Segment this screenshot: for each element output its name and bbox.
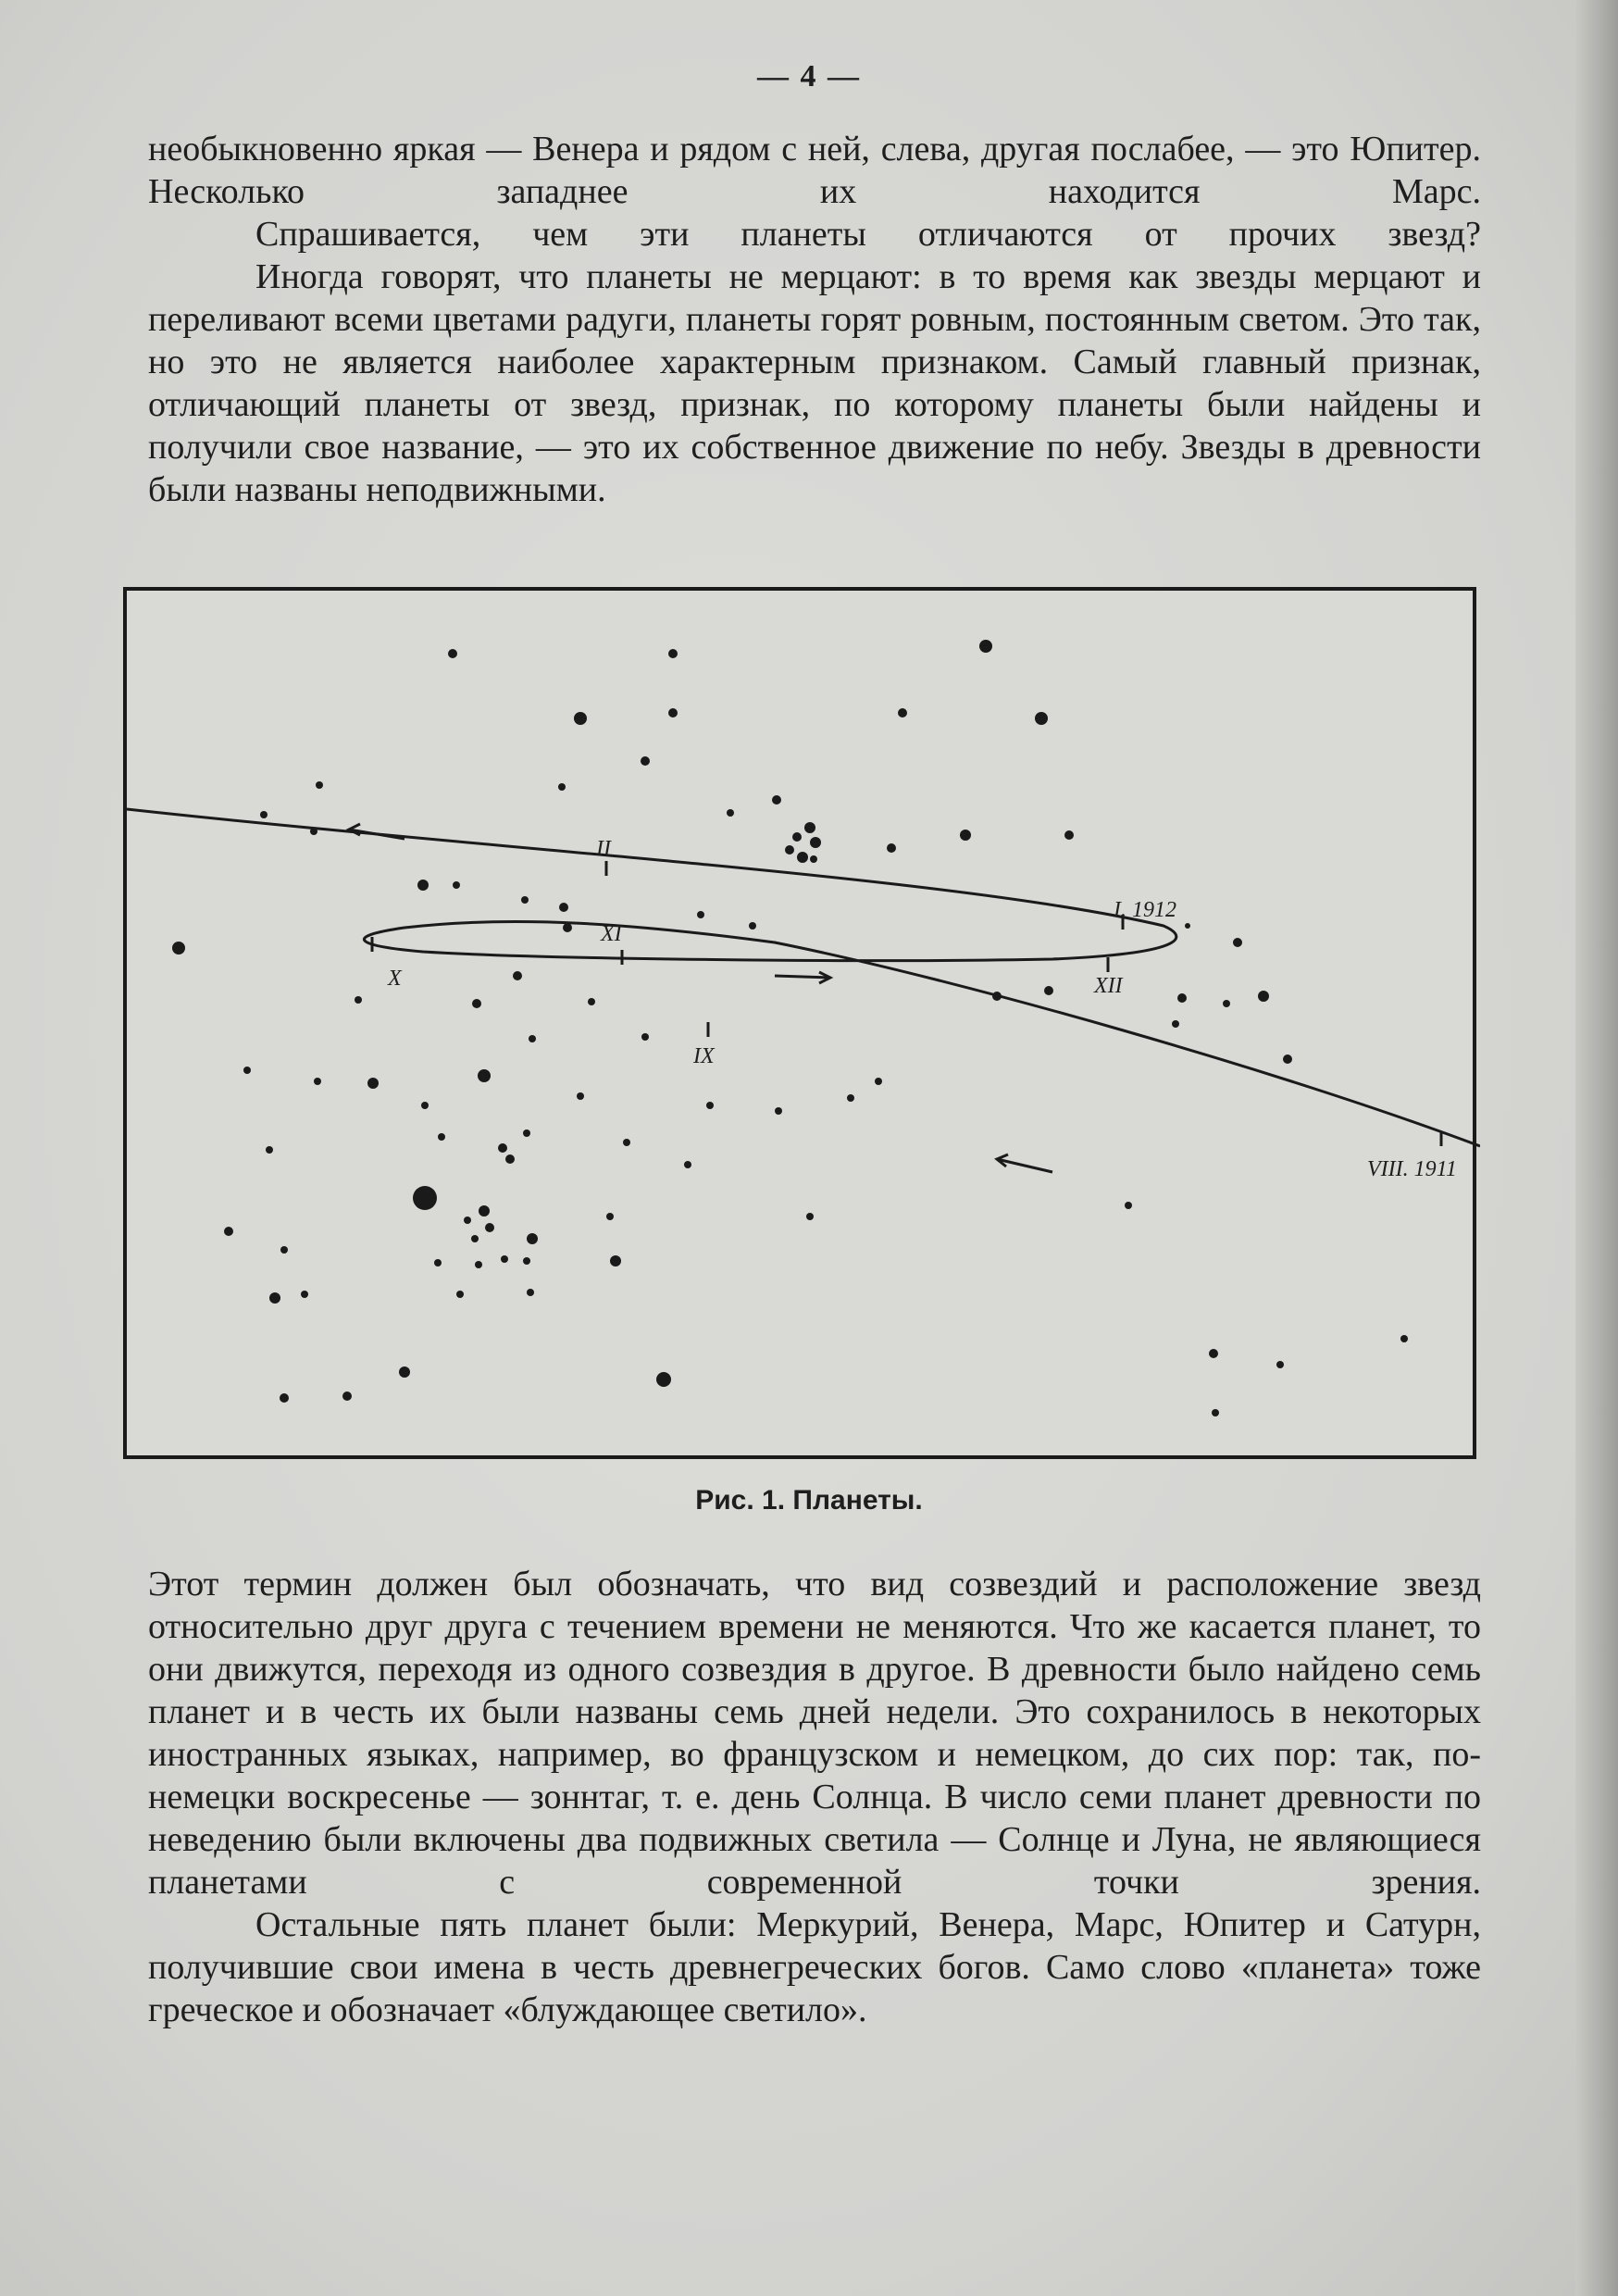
star [785, 845, 794, 855]
bright-star [656, 1372, 671, 1387]
label-xii: XII [1094, 974, 1123, 998]
star [501, 1255, 508, 1263]
star [1276, 1361, 1284, 1368]
label-jan-1912: I. 1912 [1114, 898, 1176, 922]
star [898, 708, 907, 718]
star [1064, 830, 1074, 840]
star [421, 1102, 429, 1109]
star [471, 1235, 479, 1242]
star [668, 708, 678, 718]
star [417, 880, 429, 891]
star [172, 942, 185, 955]
star [706, 1102, 714, 1109]
star [1212, 1409, 1219, 1416]
star [316, 781, 323, 789]
star [887, 843, 896, 853]
star [610, 1255, 621, 1267]
star [485, 1223, 494, 1232]
star [792, 832, 802, 842]
star [1283, 1054, 1292, 1064]
position-ticks [372, 861, 1441, 1146]
star [1400, 1335, 1408, 1342]
star [1209, 1349, 1218, 1358]
star [992, 992, 1002, 1001]
star [749, 922, 756, 930]
star [577, 1092, 584, 1100]
star [806, 1213, 814, 1220]
label-aug-1911: VIII. 1911 [1367, 1157, 1457, 1181]
star [1258, 991, 1269, 1002]
star-field [172, 640, 1408, 1416]
star [434, 1259, 442, 1267]
page-number: — 4 — [757, 59, 861, 94]
bright-star [413, 1186, 437, 1210]
star [875, 1078, 882, 1085]
planet-motion-figure [123, 587, 1476, 1459]
paragraph: Спрашивается, чем эти планеты отличаются от прочих звезд? [255, 215, 1481, 254]
star [979, 640, 992, 653]
star [641, 1033, 649, 1041]
star [1172, 1020, 1179, 1028]
star [641, 756, 650, 766]
star [810, 837, 821, 848]
text-block-top [148, 128, 1481, 511]
star [243, 1067, 251, 1074]
star [697, 911, 704, 918]
star [574, 712, 587, 725]
label-ii: II [596, 837, 611, 861]
label-x: X [388, 967, 402, 991]
star [342, 1391, 352, 1401]
star [684, 1161, 691, 1168]
star [1044, 986, 1053, 995]
label-xi: XI [601, 922, 622, 946]
star [623, 1139, 630, 1146]
direction-arrow-left [349, 824, 404, 839]
star [521, 896, 529, 904]
star [399, 1366, 410, 1378]
star [810, 855, 817, 863]
star [563, 923, 572, 932]
star [448, 649, 457, 658]
figure-caption: Рис. 1. Планеты. [695, 1485, 923, 1516]
star [1233, 938, 1242, 947]
direction-arrow-right [775, 972, 830, 983]
paragraph: Этот термин должен был обозначать, что вид созвездий и расположение звезд относительно друг друга с течением времени не меняются. Что же касается планет, то они движутся, переходя из одного созвездия в другое. В древности было найдено семь планет и в честь их были названы семь дней недели. Это сохранилось в некоторых иностранных языках, например, во французском и немецком, до сих пор: так, по-немецки воскресенье — зоннтаг, т. е. день Солнца. В число семи планет древности по неведению были включены два подвижных светила — Солнце и Луна, не являющиеся планетами с современной точки зрения. [148, 1565, 1481, 1902]
paragraph: необыкновенно яркая — Венера и рядом с ней, слева, другая послабее, — это Юпитер. Несколько западнее их находится Марс. [148, 130, 1481, 211]
label-ix: IX [693, 1044, 715, 1068]
star [960, 830, 971, 841]
star [224, 1227, 233, 1236]
star [1177, 993, 1187, 1003]
star [1223, 1000, 1230, 1007]
star [775, 1107, 782, 1115]
star [804, 822, 815, 833]
star [453, 881, 460, 889]
star [456, 1291, 464, 1298]
star [355, 996, 362, 1004]
star [280, 1246, 288, 1254]
star [529, 1035, 536, 1042]
star [498, 1143, 507, 1153]
star [527, 1233, 538, 1244]
star [606, 1213, 614, 1220]
star [266, 1146, 273, 1154]
star [475, 1261, 482, 1268]
star [269, 1292, 280, 1304]
star [505, 1154, 515, 1164]
star [301, 1291, 308, 1298]
star [523, 1257, 530, 1265]
star [772, 795, 781, 805]
star [797, 852, 808, 863]
star [558, 783, 566, 791]
paragraph: Иногда говорят, что планеты не мерцают: в то время как звезды мерцают и переливают всеми цветами радуги, планеты горят ровным, постоянным светом. Это так, но это не является наиболее характерным признаком. Самый главный признак, отличающий планеты от звезд, признак, по которому планеты были найдены и получили свое название, — это их собственное движение по небу. Звезды в древности были названы неподвижными. [148, 257, 1481, 509]
star [1185, 923, 1190, 929]
star [314, 1078, 321, 1085]
star [280, 1393, 289, 1403]
text-block-bottom [148, 1563, 1481, 2031]
star [527, 1289, 534, 1296]
star [438, 1133, 445, 1141]
star [479, 1205, 490, 1217]
star-chart [127, 591, 1480, 1463]
star [513, 971, 522, 980]
star [310, 828, 317, 835]
star [1035, 712, 1048, 725]
star [668, 649, 678, 658]
star [847, 1094, 854, 1102]
star [588, 998, 595, 1005]
star [523, 1129, 530, 1137]
direction-arrow-left-lower [997, 1154, 1052, 1172]
star [727, 809, 734, 817]
star [559, 903, 568, 912]
star [260, 811, 268, 818]
star [478, 1069, 491, 1082]
star [1125, 1202, 1132, 1209]
star [367, 1078, 379, 1089]
paragraph: Остальные пять планет были: Меркурий, Венера, Марс, Юпитер и Сатурн, получившие свои имена в честь древнегреческих богов. Само слово «планета» тоже греческое и обозначает «блуждающее светило». [148, 1905, 1481, 2029]
page-edge-shadow [1575, 0, 1618, 2296]
star [472, 999, 481, 1008]
star [464, 1217, 471, 1224]
